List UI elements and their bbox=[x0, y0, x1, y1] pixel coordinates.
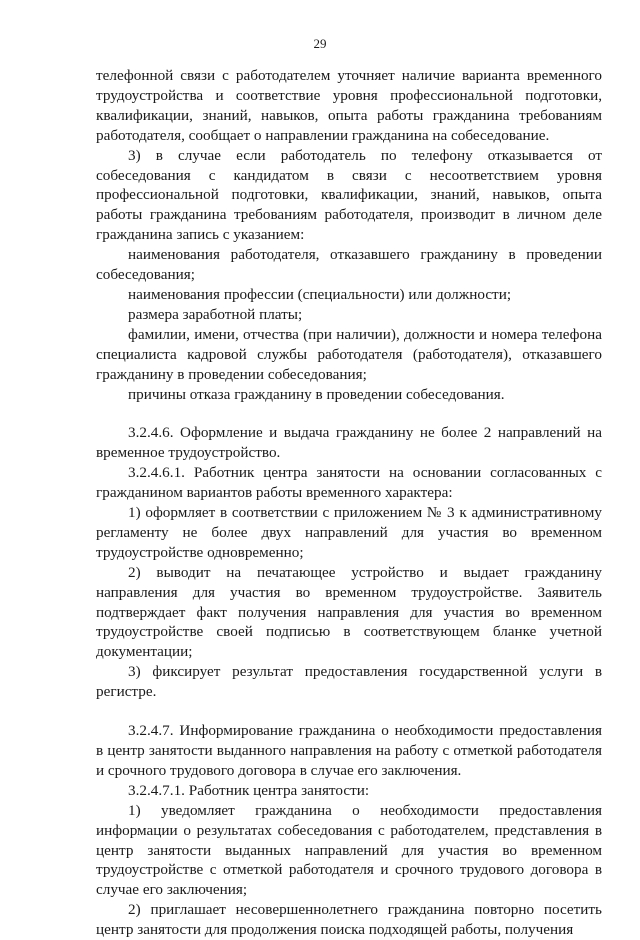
paragraph: телефонной связи с работодателем уточняет наличие варианта временного трудоустройства и соответствие уровня профессиональной подготовки, квалификации, знаний, навыков, опыта работы гражданина требованиям работодателя, сообщает о направлении гражданина на собеседование. bbox=[96, 67, 602, 144]
list-item: наименования работодателя, отказавшего гражданину в проведении собеседования; bbox=[96, 246, 602, 284]
document-body bbox=[96, 66, 602, 940]
paragraph: 3) в случае если работодатель по телефону отказывается от собеседования с кандидатом в связи с несоответствием уровня профессиональной подготовки, квалификации, знаний, навыков, опыта работы гражданина требованиям работодателя, производит в личном деле гражданина запись с указанием: bbox=[96, 146, 602, 244]
list-item: 3) фиксирует результат предоставления государственной услуги в регистре. bbox=[96, 663, 602, 701]
paragraph: 3.2.4.6.1. Работник центра занятости на основании согласованных с гражданином вариантов работы временного характера: bbox=[96, 464, 602, 502]
paragraph: 3.2.4.7.1. Работник центра занятости: bbox=[128, 781, 370, 799]
list-item: 2) приглашает несовершеннолетнего гражданина повторно посетить центр занятости для продолжения поиска подходящей работы, получения bbox=[96, 901, 602, 939]
list-item: причины отказа гражданину в проведении собеседования. bbox=[128, 385, 505, 403]
list-item: фамилии, имени, отчества (при наличии), должности и номера телефона специалиста кадровой службы работодателя (работодателя), отказавшего гражданину в проведении собеседования; bbox=[96, 325, 602, 383]
page-number: 29 bbox=[313, 36, 327, 51]
list-item: 1) уведомляет гражданина о необходимости предоставления информации о результатах собеседования с работодателем, представления в центр занятости выданных направлений для участия во временном трудоустройстве с отметкой работодателя и срочного трудового договора в случае его заключения; bbox=[96, 801, 602, 899]
section-heading: 3.2.4.6. Оформление и выдача гражданину не более 2 направлений на временное трудоустройство. bbox=[96, 424, 602, 462]
list-item: 2) выводит на печатающее устройство и выдает гражданину направления для участия во временном трудоустройстве. Заявитель подтверждает факт получения направления для участия во временном трудоустройстве своей подписью в соответствующем бланке учетной документации; bbox=[96, 563, 602, 661]
section-heading: 3.2.4.7. Информирование гражданина о необходимости предоставления в центр занятости выданного направления на работу с отметкой работодателя и срочного трудового договора в случае его заключения. bbox=[96, 722, 602, 779]
list-item: 1) оформляет в соответствии с приложением № 3 к административному регламенту не более двух направлений для участия во временном трудоустройстве одновременно; bbox=[96, 504, 602, 561]
list-item: размера заработной платы; bbox=[128, 305, 303, 323]
list-item: наименования профессии (специальности) или должности; bbox=[128, 285, 512, 303]
